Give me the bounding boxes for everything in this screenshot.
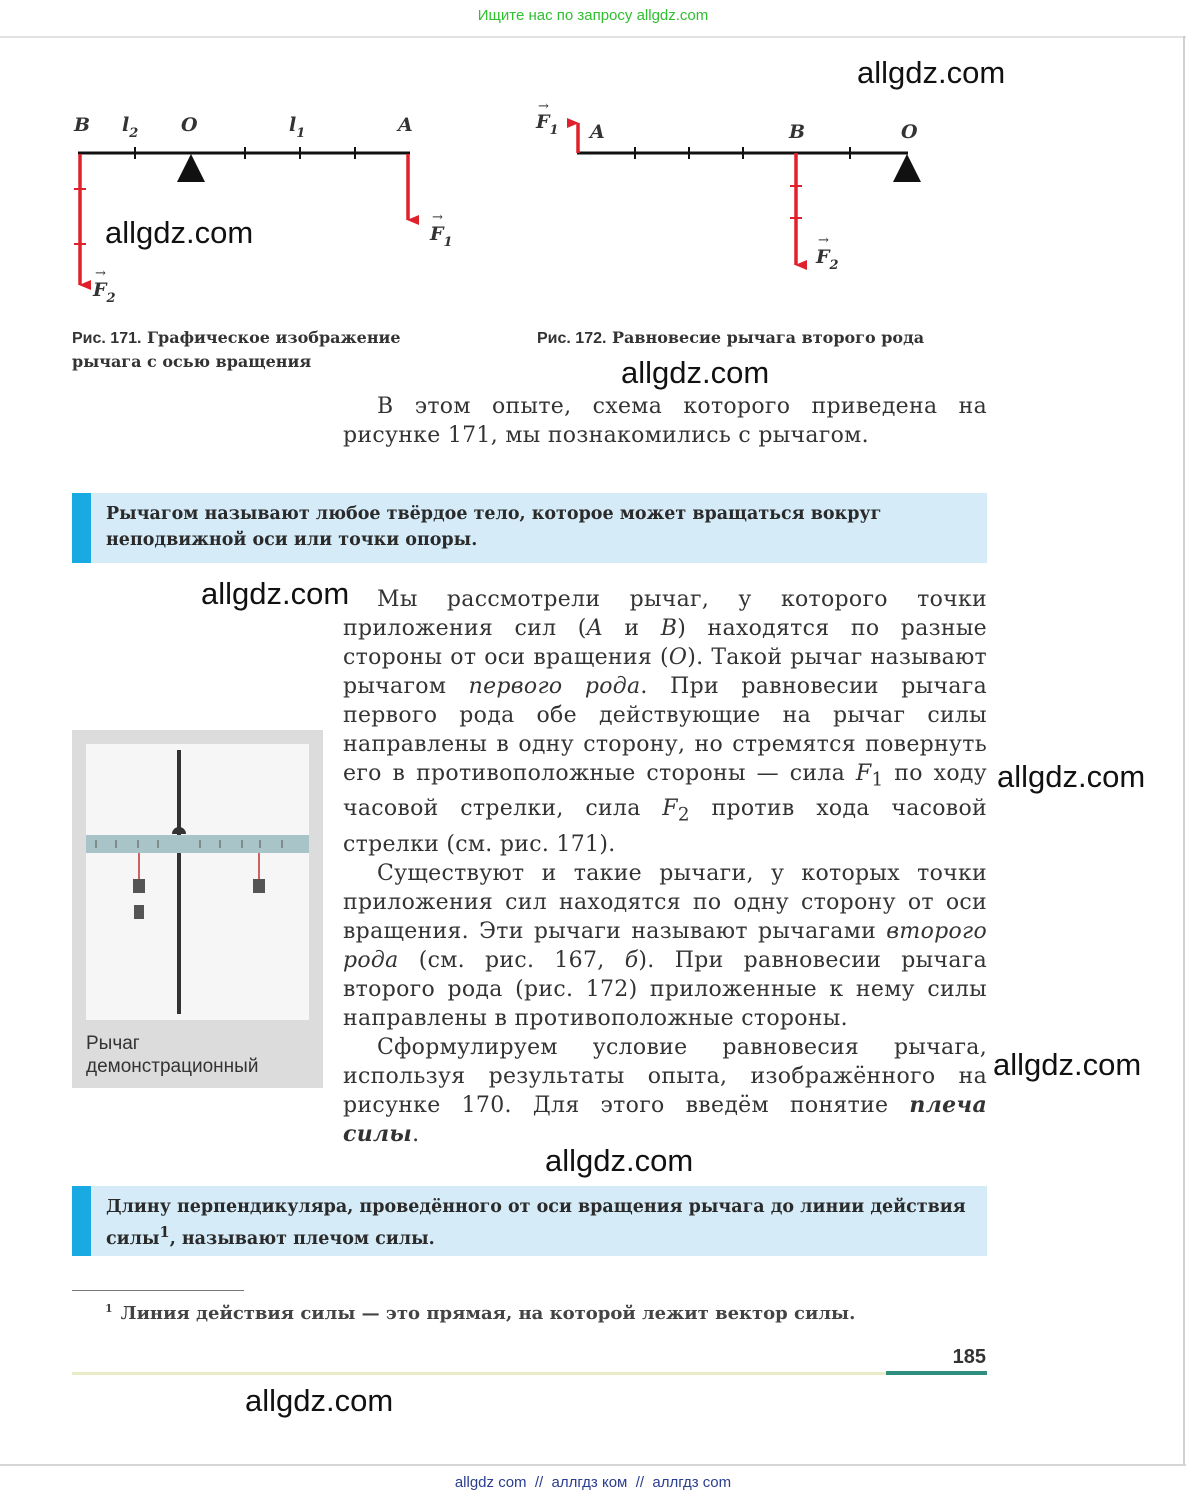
label-f1: $F_1$ bbox=[430, 223, 453, 250]
label-f1: $F_1$ bbox=[536, 111, 559, 138]
fulcrum-icon bbox=[177, 154, 205, 182]
label-b: B bbox=[789, 121, 806, 143]
watermark: allgdz.com bbox=[993, 1047, 1142, 1082]
label-o: O bbox=[901, 121, 918, 143]
lever-photo bbox=[86, 744, 309, 1020]
label-f2: $F_2$ bbox=[93, 279, 116, 306]
watermark: allgdz.com bbox=[997, 759, 1146, 794]
watermark: allgdz.com bbox=[621, 355, 770, 390]
paragraph-first-kind: Мы рассмотрели рычаг, у которого точки приложения сил (A и B) находятся по разные стороны от оси вращения (O). Такой рычаг называют рычагом первого рода. При равновесии рычага первого рода обе действующие на рычаг силы направлены в одну сторону, но стремятся повернуть его в противоположные стороны — сила $F_1$ по ходу часовой стрелки, сила $F_2$ против хода часовой стрелки (см. рис. 171). bbox=[343, 587, 988, 857]
photo-caption: Рычаг демонстрационный bbox=[86, 1033, 259, 1077]
svg-text:→: → bbox=[538, 100, 549, 114]
footnote: $^1$ Линия действия силы — это прямая, на которой лежит вектор силы. bbox=[105, 1302, 856, 1324]
watermark: allgdz.com bbox=[545, 1143, 694, 1178]
watermark: allgdz.com bbox=[201, 576, 350, 611]
label-l1: $l_1$ bbox=[289, 114, 306, 141]
svg-text:→: → bbox=[432, 210, 443, 225]
page-rule-accent bbox=[886, 1371, 987, 1375]
top-banner bbox=[0, 0, 1186, 38]
top-banner-text: Ищите нас по запросу allgdz.com bbox=[477, 7, 709, 24]
label-l2: $l_2$ bbox=[122, 114, 139, 141]
footnote-divider bbox=[72, 1290, 244, 1291]
bottom-banner bbox=[0, 1464, 1186, 1504]
svg-text:→: → bbox=[95, 266, 106, 281]
watermark: allgdz.com bbox=[245, 1383, 394, 1418]
bottom-banner-text: allgdz com // аллгдз ком // аллгдз com bbox=[454, 1474, 732, 1491]
label-o: O bbox=[181, 114, 198, 136]
figure-172-caption: Рис. 172. Равновесие рычага второго рода bbox=[537, 328, 925, 347]
page-right-border bbox=[1183, 36, 1185, 1464]
page-rule bbox=[72, 1372, 886, 1375]
lever-photo-frame bbox=[72, 730, 323, 1088]
label-f2: $F_2$ bbox=[816, 246, 839, 273]
paragraph-intro: В этом опыте, схема которого приведена на рисунке 171, мы познакомились с рычагом. bbox=[343, 394, 987, 448]
fulcrum-icon bbox=[893, 154, 921, 182]
figure-172 bbox=[530, 100, 940, 290]
paragraph-second-kind: Существуют и такие рычаги, у которых точки приложения сил находятся по одну сторону от оси вращения. Эти рычаги называют рычагами второго рода (см. рис. 167, б). При равновесии рычага второго рода (рис. 172) приложенные к нему силы направлены в противоположные стороны. bbox=[343, 860, 987, 1031]
figure-171-caption: Рис. 171. Графическое изображение рычага с осью вращения bbox=[72, 328, 401, 371]
definition-moment-arm: Длину перпендикуляра, проведённого от оси вращения рычага до линии действия силы$^1$, называют плечом силы. bbox=[72, 1186, 987, 1256]
paragraph-condition: Сформулируем условие равновесия рычага, используя результаты опыта, изображённого на рисунке 170. Для этого введём понятие плеча силы. bbox=[343, 1034, 987, 1147]
label-a: A bbox=[398, 114, 413, 136]
label-a: A bbox=[590, 121, 605, 143]
definition-lever: Рычагом называют любое твёрдое тело, которое может вращаться вокруг неподвижной оси или точки опоры. bbox=[72, 493, 987, 563]
figure-171 bbox=[60, 105, 480, 310]
label-b: B bbox=[74, 114, 91, 136]
watermark: allgdz.com bbox=[857, 55, 1006, 90]
watermark: allgdz.com bbox=[105, 215, 254, 250]
page-number: 185 bbox=[952, 1346, 986, 1368]
main-text bbox=[343, 585, 987, 1149]
svg-text:→: → bbox=[818, 233, 829, 248]
